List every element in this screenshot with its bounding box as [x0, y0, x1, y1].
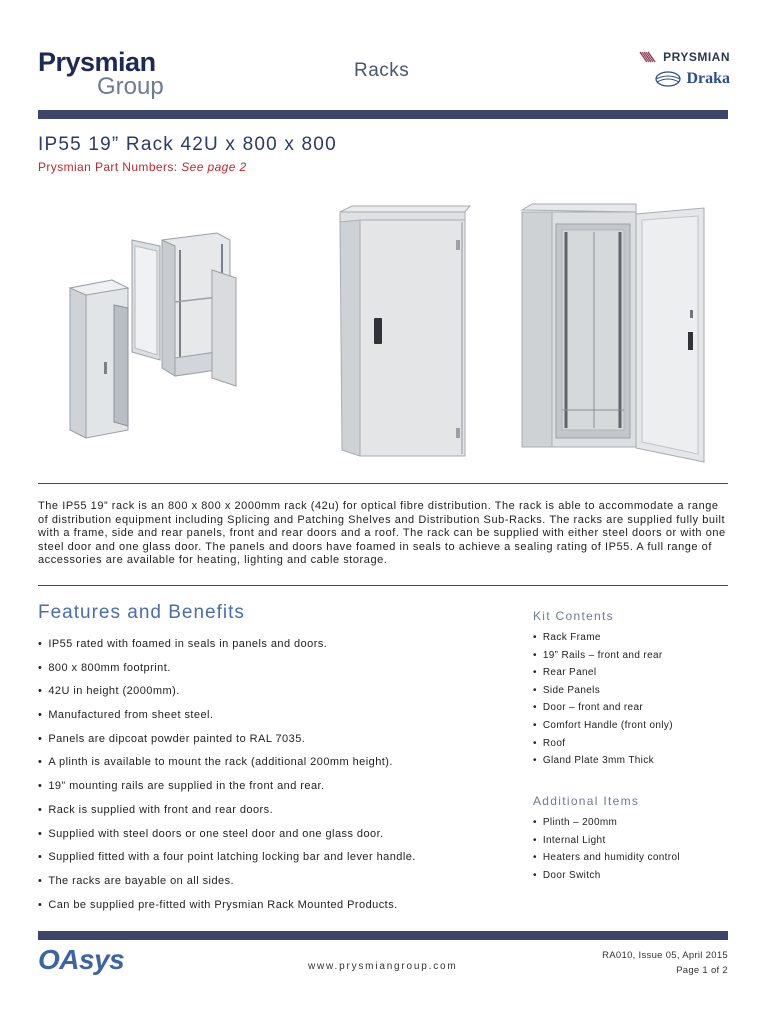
divider-middle [38, 585, 728, 586]
logo-prysmian-text: Prysmian [38, 47, 156, 77]
oasys-logo: OAsys [38, 944, 125, 975]
rack-closed-image [330, 200, 480, 470]
kit-item: • Comfort Handle (front only) [533, 720, 673, 738]
feature-item: • IP55 rated with foamed in seals in panels and doors. [38, 638, 416, 662]
page-number: Page 1 of 2 [676, 965, 728, 976]
additional-items-heading: Additional Items [533, 794, 640, 808]
part-numbers [38, 160, 247, 174]
draka-brand [620, 70, 730, 88]
additional-item: • Plinth – 200mm [533, 817, 680, 835]
kit-item: • Gland Plate 3mm Thick [533, 755, 673, 773]
additional-items-list [533, 817, 680, 887]
logo-group-text: Group [97, 73, 164, 100]
product-title: IP55 19” Rack 42U x 800 x 800 [38, 134, 337, 155]
part-numbers-label: Prysmian Part Numbers: [38, 160, 182, 174]
product-description: The IP55 19” rack is an 800 x 800 x 2000mm rack (42u) for optical fibre distribution. The rack is able to accommodate a range of distribution equipment including Splicing and Patching Shelves and Distribution Sub-Racks. The racks are supplied fully built with a frame, side and rear panels, front and rear doors and a roof. The rack can be supplied with either steel doors or with one steel door and one glass door. The panels and doors have foamed in seals to achieve a sealing rating of IP55. A full range of accessories are available for heating, lighting and cable storage. [38, 500, 726, 566]
kit-contents-list [533, 632, 673, 773]
additional-item: • Internal Light [533, 835, 680, 853]
feature-item: • 800 x 800mm footprint. [38, 662, 416, 686]
feature-item: • 19” mounting rails are supplied in the front and rear. [38, 780, 416, 804]
rack-open-frame-image [62, 230, 242, 465]
prysmian-group-logo [38, 48, 178, 98]
rack-door-open-image [518, 200, 718, 470]
feature-item: • Rack is supplied with front and rear doors. [38, 804, 416, 828]
feature-item: • Manufactured from sheet steel. [38, 709, 416, 733]
part-numbers-link[interactable]: See page 2 [181, 160, 247, 174]
feature-item: • Panels are dipcoat powder painted to RAL 7035. [38, 733, 416, 757]
features-list [38, 638, 416, 922]
kit-contents-heading: Kit Contents [533, 609, 614, 623]
feature-item: • Can be supplied pre-fitted with Prysmian Rack Mounted Products. [38, 899, 416, 923]
feature-item: • Supplied with steel doors or one steel door and one glass door. [38, 828, 416, 852]
feature-item: • Supplied fitted with a four point latching locking bar and lever handle. [38, 851, 416, 875]
divider-top [38, 483, 728, 484]
kit-item: • Door – front and rear [533, 702, 673, 720]
footer-rule [38, 931, 728, 940]
prysmian-brand-text: PRYSMIAN [663, 50, 730, 64]
feature-item: • The racks are bayable on all sides. [38, 875, 416, 899]
features-heading: Features and Benefits [38, 602, 245, 623]
prysmian-mark-icon [639, 51, 659, 63]
kit-item: • Rack Frame [533, 632, 673, 650]
website-link[interactable]: www.prysmiangroup.com [308, 961, 458, 972]
draka-brand-text: Draka [686, 70, 730, 87]
kit-item: • Rear Panel [533, 667, 673, 685]
section-title: Racks [354, 60, 410, 81]
draka-globe-icon [655, 71, 681, 87]
additional-item: • Door Switch [533, 870, 680, 888]
header-rule [38, 110, 728, 119]
kit-item: • Side Panels [533, 685, 673, 703]
prysmian-brand [620, 50, 730, 64]
feature-item: • A plinth is available to mount the rack (additional 200mm height). [38, 756, 416, 780]
brand-logos [620, 50, 730, 88]
kit-item: • Roof [533, 738, 673, 756]
feature-item: • 42U in height (2000mm). [38, 685, 416, 709]
additional-item: • Heaters and humidity control [533, 852, 680, 870]
document-reference: RA010, Issue 05, April 2015 [602, 950, 728, 961]
kit-item: • 19” Rails – front and rear [533, 650, 673, 668]
